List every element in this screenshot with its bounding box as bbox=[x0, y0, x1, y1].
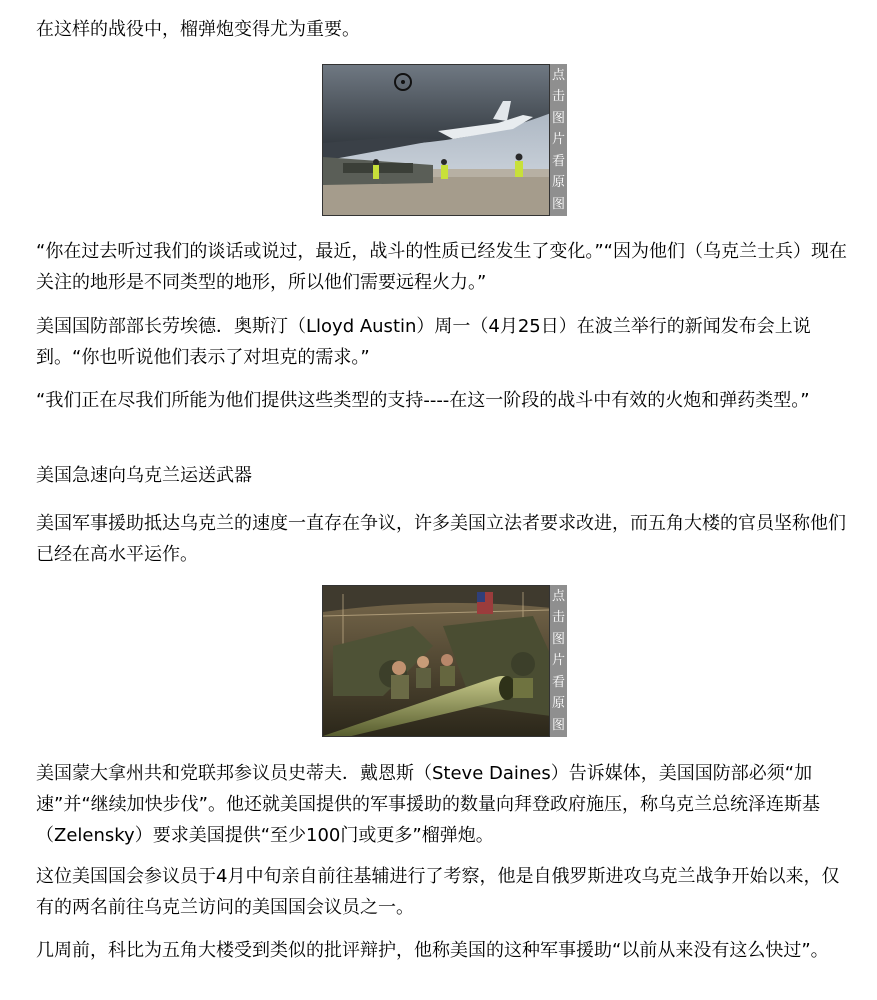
link-char: 点 bbox=[551, 588, 565, 604]
link-char: 图 bbox=[551, 196, 565, 212]
paragraph-5-subheading: 美国急速向乌克兰运送武器 bbox=[36, 465, 252, 486]
link-char: 片 bbox=[551, 132, 565, 148]
link-char: 看 bbox=[551, 153, 565, 169]
paragraph-2: “你在过去听过我们的谈话或说过，最近，战斗的性质已经发生了变化。”“因为他们（乌克兰士兵）现在关注的地形是不同类型的地形，所以他们需要远程火力。” bbox=[36, 241, 847, 293]
paragraph-6: 美国军事援助抵达乌克兰的速度一直存在争议，许多美国立法者要求改进，而五角大楼的官员坚称他们已经在高水平运作。 bbox=[36, 513, 846, 565]
paragraph-1: 在这样的战役中，榴弹炮变得尤为重要。 bbox=[36, 19, 360, 40]
link-char: 击 bbox=[551, 89, 565, 105]
paragraph-9: 几周前，科比为五角大楼受到类似的批评辩护，他称美国的这种军事援助“以前从来没有这么快过”。 bbox=[36, 940, 829, 961]
paragraph-3: 美国国防部部长劳埃德．奥斯汀（Lloyd Austin）周一（4月25日）在波兰举行的新闻发布会上说到。“你也听说他们表示了对坦克的需求。” bbox=[36, 316, 811, 368]
link-char: 图 bbox=[551, 110, 565, 126]
link-char: 图 bbox=[551, 717, 565, 733]
link-char: 图 bbox=[551, 631, 565, 647]
figure-howitzer-cargo bbox=[322, 585, 567, 737]
view-original-image-link[interactable] bbox=[550, 64, 567, 216]
link-char: 点 bbox=[551, 67, 565, 83]
figure-cargo-plane bbox=[322, 64, 567, 216]
paragraph-8: 这位美国国会参议员于4月中旬亲自前往基辅进行了考察，他是自俄罗斯进攻乌克兰战争开始以来，仅有的两名前往乌克兰访问的美国国会议员之一。 bbox=[36, 866, 840, 918]
view-original-image-link[interactable] bbox=[550, 585, 567, 737]
link-char: 原 bbox=[551, 696, 565, 712]
link-char: 看 bbox=[551, 674, 565, 690]
photo-cargo-plane[interactable] bbox=[322, 64, 550, 216]
paragraph-7: 美国蒙大拿州共和党联邦参议员史蒂夫．戴恩斯（Steve Daines）告诉媒体，美国国防部必须“加速”并“继续加快步伐”。他还就美国提供的军事援助的数量向拜登政府施压，称乌克兰总统泽连斯基（Zelensky）要求美国提供“至少100门或更多”榴弹炮。 bbox=[36, 763, 820, 846]
paragraph-4: “我们正在尽我们所能为他们提供这些类型的支持----在这一阶段的战斗中有效的火炮和弹药类型。” bbox=[36, 390, 810, 411]
link-char: 片 bbox=[551, 653, 565, 669]
link-char: 击 bbox=[551, 610, 565, 626]
link-char: 原 bbox=[551, 175, 565, 191]
photo-howitzer-cargo[interactable] bbox=[322, 585, 550, 737]
